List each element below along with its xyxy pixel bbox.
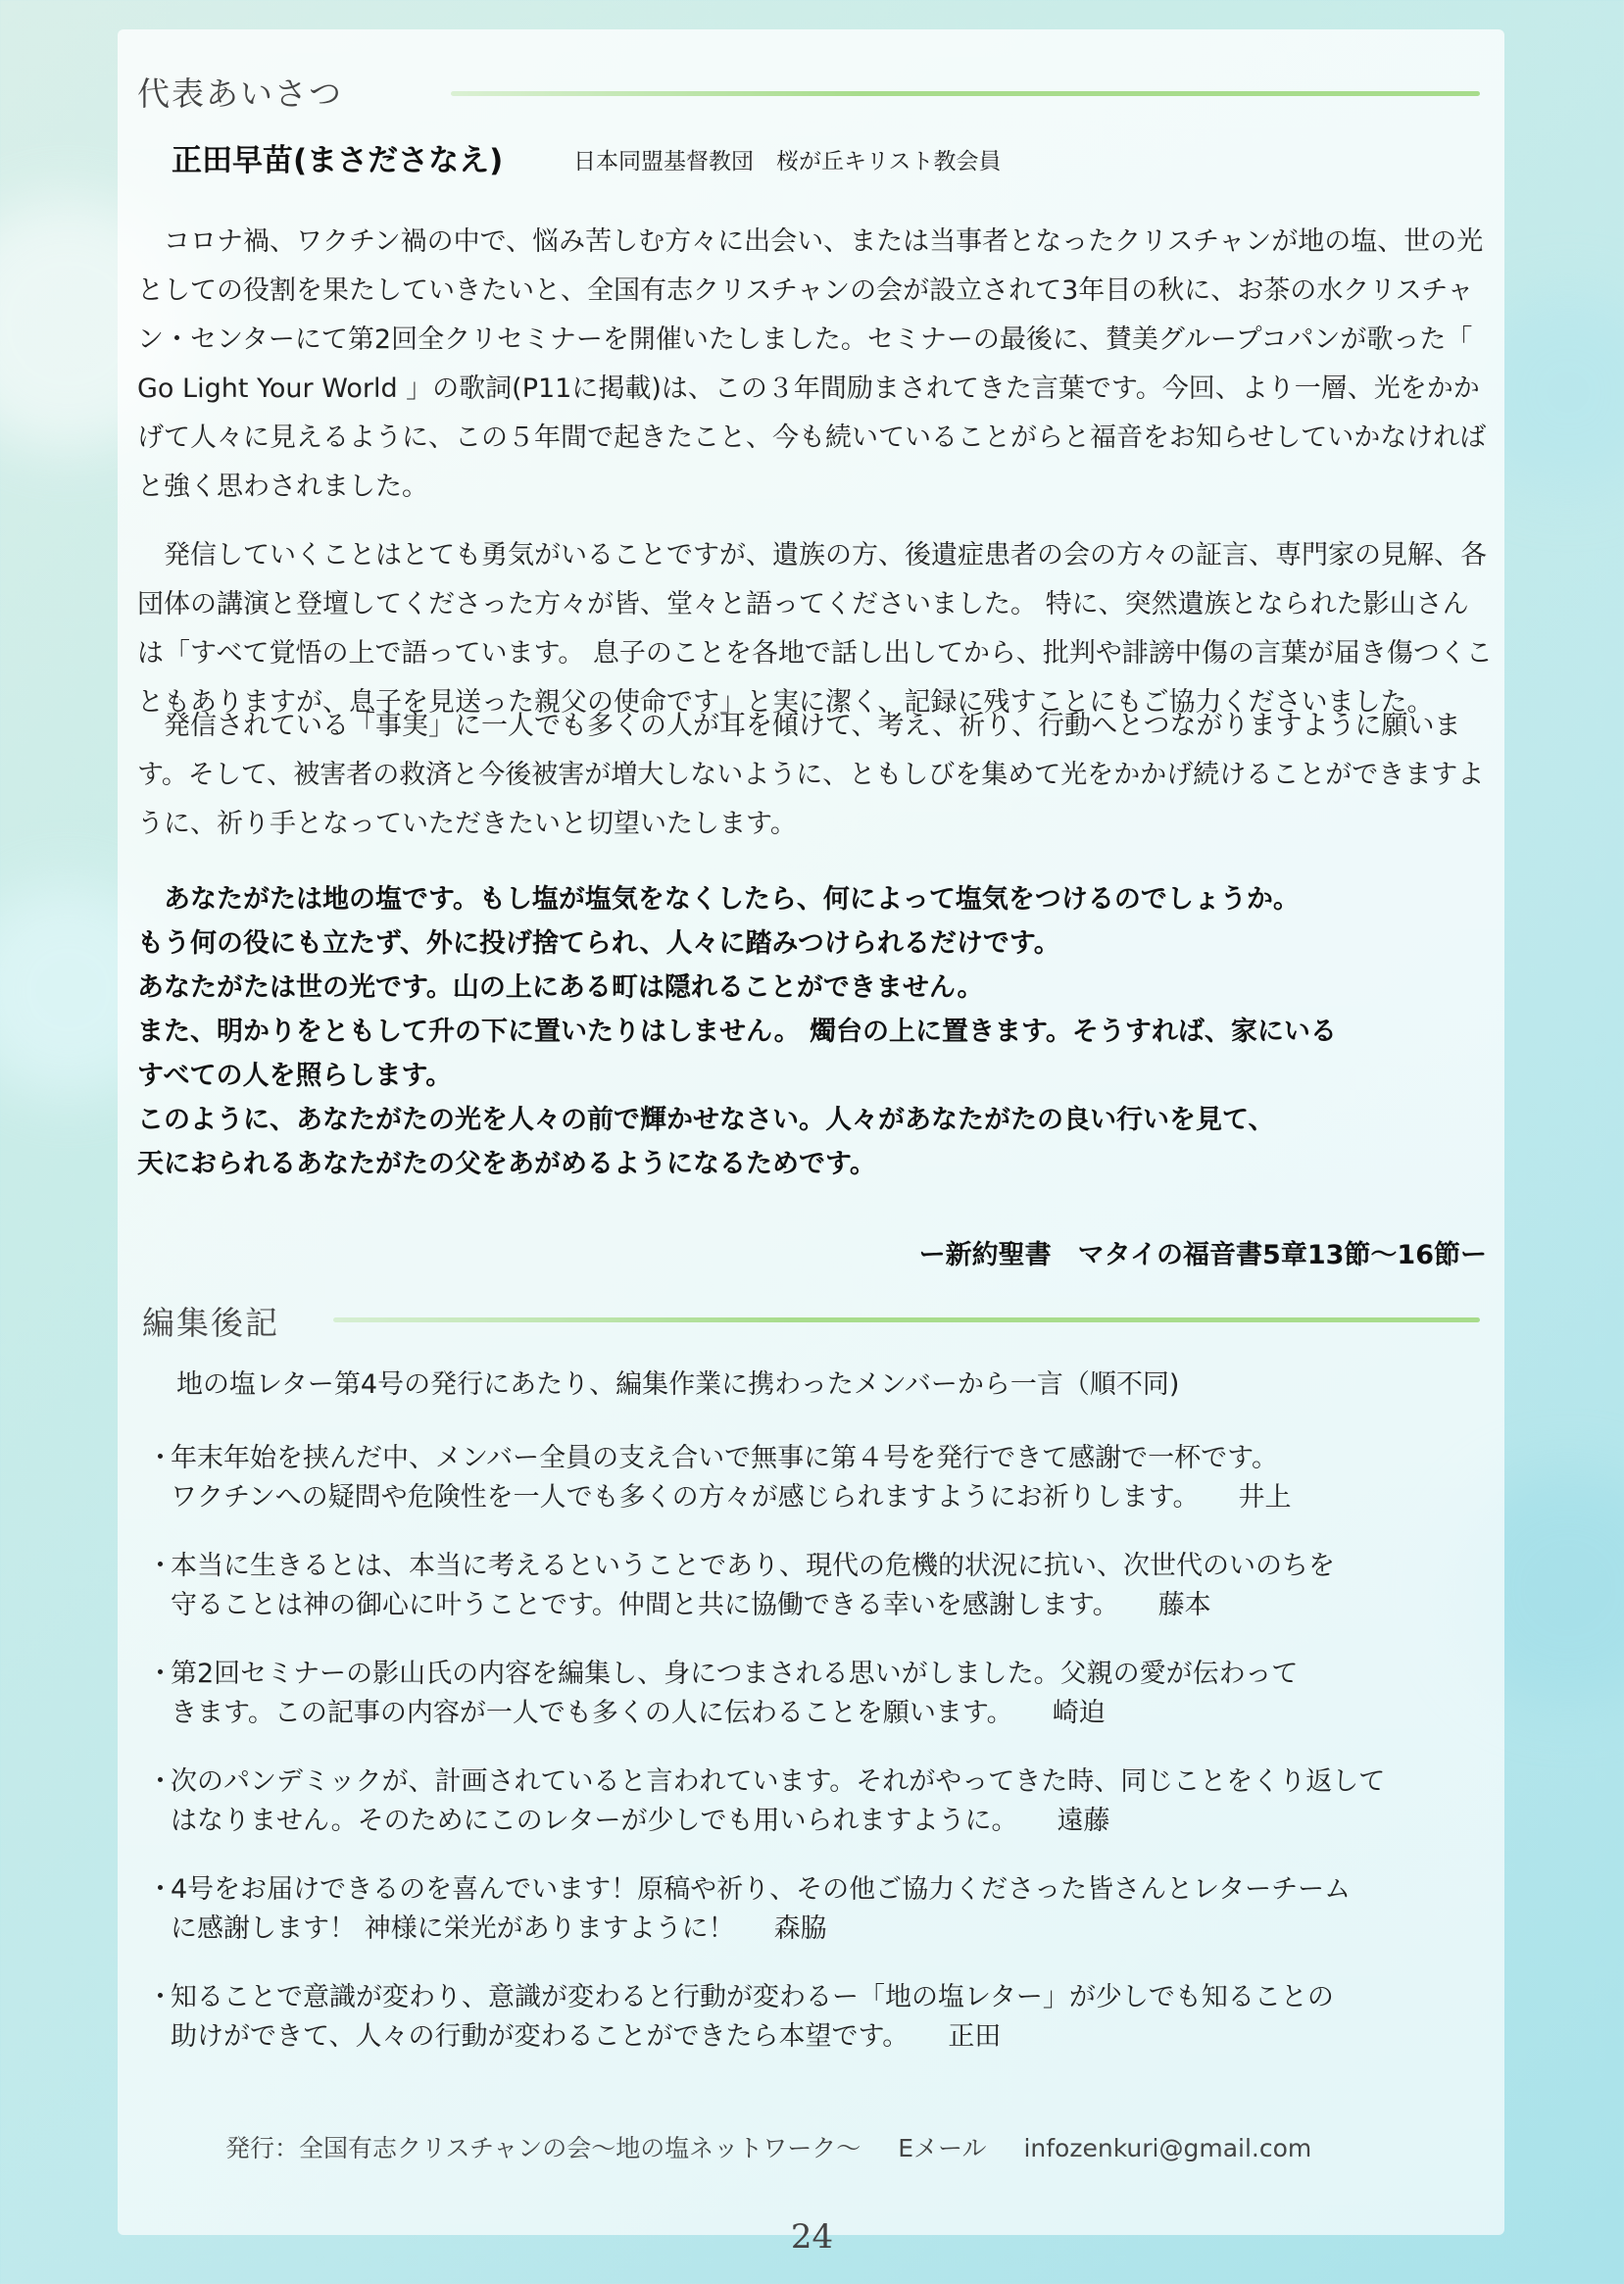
page-number: 24 xyxy=(790,2217,834,2257)
greeting-heading: 代表あいさつ xyxy=(137,74,343,113)
heading-rule xyxy=(333,1317,1480,1322)
scripture-line: あなたがたは地の塩です。もし塩が塩気をなくしたら、何によって塩気をつけるのでしょうか。 xyxy=(137,884,1300,915)
comment-text: 次のパンデミックが、計画されていると言われています。それがやってきた時、同じことをくり返して xyxy=(171,1766,1386,1797)
comment-text: ワクチンへの疑問や危険性を一人でも多くの方々が感じられますようにお祈りします。 xyxy=(171,1482,1200,1513)
scripture-citation: ー新約聖書 マタイの福音書5章13節〜16節ー xyxy=(918,1240,1487,1270)
greeting-paragraph-1: コロナ禍、ワクチン禍の中で、悩み苦しむ方々に出会い、または当事者となったクリスチャンが地の塩、世の光としての役割を果たしていきたいと、全国有志クリスチャンの会が設立されて3年目の秋に、お茶の水クリスチャン・センターにて第2回全クリセミナーを開催いたしました。セミナーの最後に、賛美グループコパンが歌った「 Go Light Your World 」の歌詞(P11に掲載)は、この３年間励まされてきた言葉です。今回、より一層、光をかかげて人々に見えるように、この５年間で起きたこと、今も続いていることがらと福音をお知らせしていかなければと強く思わされました。 xyxy=(137,226,1487,502)
comment-text: 知ることで意識が変わり、意識が変わると行動が変わるー「地の塩レター」が少しでも知ることの xyxy=(171,1982,1334,2012)
comment-author: 遠藤 xyxy=(1057,1806,1110,1836)
list-item xyxy=(147,1439,1500,1517)
author-affiliation: 日本同盟基督教団 桜が丘キリスト教会員 xyxy=(573,149,1002,174)
greeting-paragraph-2: 発信していくことはとても勇気がいることですが、遺族の方、後遺症患者の会の方々の証言、専門家の見解、各団体の講演と登壇してくださった方々が皆、堂々と語ってくださいました。 特に、突然遺族となられた影山さんは「すべて覚悟の上で語っています。 息子のことを各地で話し出してから、批判や誹謗中傷の言葉が届き傷つくこともありますが、息子を見送った親父の使命です」と実に潔く、記録に残すことにもご協力くださいました。 xyxy=(137,540,1493,718)
scripture-line: もう何の役にも立たず、外に投げ捨てられ、人々に踏みつけられるだけです。 xyxy=(137,928,1060,959)
scripture-line: すべての人を照らします。 xyxy=(137,1061,453,1091)
comment-text: 本当に生きるとは、本当に考えるということであり、現代の危機的状況に抗い、次世代のいのちを xyxy=(171,1551,1335,1581)
bullet-marker: ・ xyxy=(147,1766,173,1797)
comment-author: 正田 xyxy=(948,2021,1002,2052)
scripture-line: 天におられるあなたがたの父をあがめるようになるためです。 xyxy=(137,1149,876,1179)
heading-rule xyxy=(451,91,1480,96)
greeting-paragraph-3: 発信されている「事実」に一人でも多くの人が耳を傾けて、考え、祈り、行動へとつながりますように願います。そして、被害者の救済と今後被害が増大しないように、ともしびを集めて光をかかげ続けることができますように、祈り手となっていただきたいと切望いたします。 xyxy=(137,711,1485,839)
comment-author: 藤本 xyxy=(1157,1590,1211,1620)
comment-text: に感謝します！ 神様に栄光がありますように！ xyxy=(171,1913,735,1944)
scripture-quote xyxy=(137,877,1495,1186)
bullet-marker: ・ xyxy=(147,1551,173,1581)
list-item xyxy=(147,1763,1500,1841)
bullet-marker: ・ xyxy=(147,1874,173,1905)
editorial-comments xyxy=(147,1439,1500,2086)
scripture-line: また、明かりをともして升の下に置いたりはしません。 燭台の上に置きます。そうすれば、家にいる xyxy=(137,1017,1337,1047)
comment-text: きます。この記事の内容が一人でも多くの人に伝わることを願います。 xyxy=(171,1698,1013,1728)
scripture-line: このように、あなたがたの光を人々の前で輝かせなさい。人々があなたがたの良い行いを見て、 xyxy=(137,1105,1275,1135)
comment-author: 森脇 xyxy=(773,1913,827,1944)
list-item xyxy=(147,1547,1500,1625)
bullet-marker: ・ xyxy=(147,1982,173,2012)
comment-text: 守ることは神の御心に叶うことです。仲間と共に協働できる幸いを感謝します。 xyxy=(171,1590,1119,1620)
scripture-line: あなたがたは世の光です。山の上にある町は隠れることができません。 xyxy=(137,972,984,1003)
comment-text: 助けができて、人々の行動が変わることができたら本望です。 xyxy=(171,2021,910,2052)
publisher-footer xyxy=(225,2129,1341,2164)
comment-text: 年末年始を挟んだ中、メンバー全員の支え合いで無事に第４号を発行できて感謝で一杯です。 xyxy=(171,1443,1278,1473)
bullet-marker: ・ xyxy=(147,1659,173,1689)
comment-text: 第2回セミナーの影山氏の内容を編集し、身につまされる思いがしました。父親の愛が伝わって xyxy=(171,1659,1299,1689)
email-link[interactable]: infozenkuri@gmail.com xyxy=(1023,2134,1312,2162)
editorial-intro: 地の塩レター第4号の発行にあたり、編集作業に携わったメンバーから一言（順不同) xyxy=(176,1369,1180,1400)
comment-text: 4号をお届けできるのを喜んでいます！原稿や祈り、その他ご協力くださった皆さんとレターチーム xyxy=(171,1874,1352,1905)
email-label: Eメール xyxy=(898,2134,987,2162)
list-item xyxy=(147,1655,1500,1733)
comment-author: 崎迫 xyxy=(1052,1698,1106,1728)
comment-author: 井上 xyxy=(1238,1482,1292,1513)
list-item xyxy=(147,1870,1500,1949)
editorial-heading: 編集後記 xyxy=(142,1304,279,1342)
bullet-marker: ・ xyxy=(147,1443,173,1473)
comment-text: はなりません。そのためにこのレターが少しでも用いられますように。 xyxy=(171,1806,1018,1836)
list-item xyxy=(147,1978,1500,2057)
publisher-name: 発行：全国有志クリスチャンの会〜地の塩ネットワーク〜 xyxy=(225,2134,861,2162)
author-name: 正田早苗(まさださなえ) xyxy=(172,143,504,178)
